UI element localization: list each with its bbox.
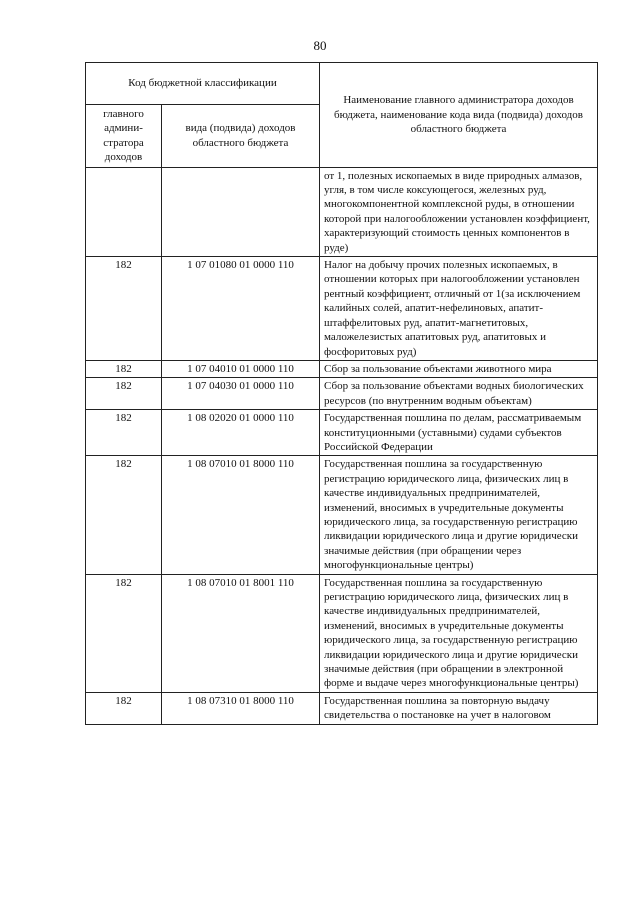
table-row bbox=[86, 360, 598, 377]
table-row bbox=[86, 378, 598, 410]
income-code-cell: 1 08 07010 01 8000 110 bbox=[162, 456, 320, 574]
table-row bbox=[86, 167, 598, 256]
table-row bbox=[86, 410, 598, 456]
table-row bbox=[86, 574, 598, 692]
income-name-cell: Налог на добычу прочих полезных ископаемых, в отношении которых при налогообложении установлен рентный коэффициент, отличный от 1(за исключением калийных солей, апатит-нефелиновых, апатит-штаффелитовых руд, апатит-магнетитовых, маложелезистых апатитовых руд, апатитовых и фосфоритовых руд) bbox=[320, 257, 598, 361]
table-row bbox=[86, 456, 598, 574]
income-name-cell: Сбор за пользование объектами животного мира bbox=[320, 360, 598, 377]
budget-classification-table bbox=[85, 62, 598, 725]
admin-code-cell: 182 bbox=[86, 456, 162, 574]
income-name-cell: Государственная пошлина за повторную выдачу свидетельства о постановке на учет в налоговом bbox=[320, 692, 598, 724]
income-code-cell bbox=[162, 167, 320, 256]
table-row bbox=[86, 257, 598, 361]
page-number: 80 bbox=[313, 38, 327, 53]
admin-code-cell: 182 bbox=[86, 378, 162, 410]
table-body bbox=[86, 167, 598, 724]
income-name-cell: Государственная пошлина за государственную регистрацию юридического лица, физических лиц в качестве индивидуальных предпринимателей, изменений, вносимых в учредительные документы юридического лица, за государственную регистрацию ликвидации юридического лица и другие юридически значимые действия (при обращении через многофункциональные центры) bbox=[320, 456, 598, 574]
income-code-cell: 1 08 07310 01 8000 110 bbox=[162, 692, 320, 724]
admin-code-cell: 182 bbox=[86, 692, 162, 724]
income-code-cell: 1 07 01080 01 0000 110 bbox=[162, 257, 320, 361]
income-name-cell: Государственная пошлина за государственную регистрацию юридического лица, физических лиц в качестве индивидуальных предпринимателей, изменений, вносимых в учредительные документы юридического лица, за государственную регистрацию ликвидации юридического лица и другие юридически значимые действия (при обращении в электронной форме и выдаче через многофункциональные центры) bbox=[320, 574, 598, 692]
income-name-cell: от 1, полезных ископаемых в виде природных алмазов, угля, в том числе коксующегося, железных руд, многокомпонентной комплексной руды, в отношении которой при налогообложении установлен коэффициент, характеризующий стоимость ценных компонентов в руде) bbox=[320, 167, 598, 256]
header-name: Наименование главного администратора доходов бюджета, наименование кода вида (подвида) доходов областного бюджета bbox=[320, 63, 598, 168]
table-row bbox=[86, 692, 598, 724]
income-code-cell: 1 07 04030 01 0000 110 bbox=[162, 378, 320, 410]
admin-code-cell bbox=[86, 167, 162, 256]
income-name-cell: Государственная пошлина по делам, рассматриваемым конституционными (уставными) судами субъектов Российской Федерации bbox=[320, 410, 598, 456]
admin-code-cell: 182 bbox=[86, 257, 162, 361]
header-budget-code: Код бюджетной классификации bbox=[86, 63, 320, 105]
header-kind: вида (подвида) доходов областного бюджета bbox=[162, 105, 320, 168]
header-admin: главного админи-стратора доходов bbox=[86, 105, 162, 168]
income-name-cell: Сбор за пользование объектами водных биологических ресурсов (по внутренним водным объектам) bbox=[320, 378, 598, 410]
admin-code-cell: 182 bbox=[86, 410, 162, 456]
income-code-cell: 1 08 07010 01 8001 110 bbox=[162, 574, 320, 692]
admin-code-cell: 182 bbox=[86, 360, 162, 377]
income-code-cell: 1 08 02020 01 0000 110 bbox=[162, 410, 320, 456]
income-code-cell: 1 07 04010 01 0000 110 bbox=[162, 360, 320, 377]
admin-code-cell: 182 bbox=[86, 574, 162, 692]
